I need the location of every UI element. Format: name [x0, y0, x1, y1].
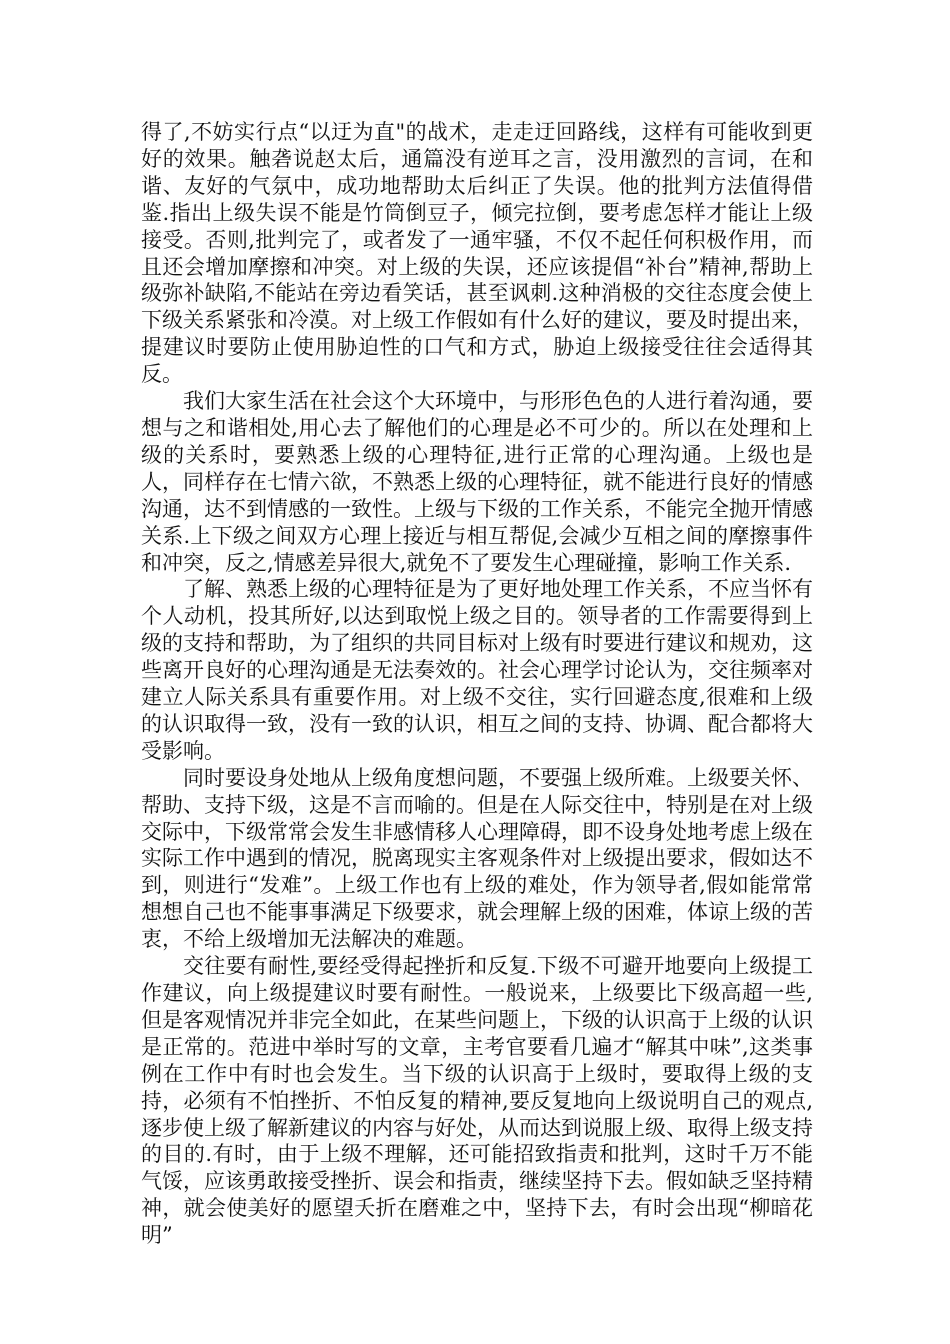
body-text [141, 119, 813, 1249]
paragraph: 交往要有耐性,要经受得起挫折和反复.下级不可避开地要向上级提工作建议，向上级提建议时要有耐性。一般说来，上级要比下级高超一些,但是客观情况并非完全如此，在某些问题上，下级的认识高于上级的认识是正常的。范进中举时写的文章，主考官要看几遍才“解其中味”,这类事例在工作中有时也会发生。当下级的认识高于上级时，要取得上级的支持，必须有不怕挫折、不怕反复的精神,要反复地向上级说明自己的观点,逐步使上级了解新建议的内容与好处，从而达到说服上级、取得上级支持的目的.有时，由于上级不理解，还可能招致指责和批判，这时千万不能气馁，应该勇敢接受挫折、误会和指责，继续坚持下去。假如缺乏坚持精神，就会使美好的愿望夭折在磨难之中，坚持下去，有时会出现“柳暗花明” [141, 954, 813, 1248]
paragraph: 同时要设身处地从上级角度想问题，不要强上级所难。上级要关怀、帮助、支持下级，这是不言而喻的。但是在人际交往中，特别是在对上级交际中，下级常常会发生非感情移人心理障碍，即不设身处地考虑上级在实际工作中遇到的情况，脱离现实主客观条件对上级提出要求，假如达不到，则进行“发难”。上级工作也有上级的难处，作为领导者,假如能常常想想自己也不能事事满足下级要求，就会理解上级的困难，体谅上级的苦衷，不给上级增加无法解决的难题。 [141, 765, 813, 952]
paragraph: 了解、熟悉上级的心理特征是为了更好地处理工作关系，不应当怀有个人动机，投其所好,以达到取悦上级之目的。领导者的工作需要得到上级的支持和帮助，为了组织的共同目标对上级有时要进行建议和规劝，这些离开良好的心理沟通是无法奏效的。社会心理学讨论认为，交往频率对建立人际关系具有重要作用。对上级不交往，实行回避态度,很难和上级的认识取得一致，没有一致的认识，相互之间的支持、协调、配合都将大受影响。 [141, 577, 813, 763]
paragraph: 我们大家生活在社会这个大环境中，与形形色色的人进行着沟通，要想与之和谐相处,用心去了解他们的心理是必不可少的。所以在处理和上级的关系时，要熟悉上级的心理特征,进行正常的心理沟通。上级也是人，同样存在七情六欲，不熟悉上级的心理特征，就不能进行良好的情感沟通，达不到情感的一致性。上级与下级的工作关系，不能完全抛开情感关系.上下级之间双方心理上接近与相互帮促,会减少互相之间的摩擦事件和冲突，反之,情感差异很大,就免不了要发生心理碰撞，影响工作关系. [141, 389, 813, 575]
paragraph-continued: 得了,不妨实行点“以迂为直"的战术，走走迂回路线，这样有可能收到更好的效果。触砻说赵太后，通篇没有逆耳之言，没用激烈的言词，在和谐、友好的气氛中，成功地帮助太后纠正了失误。他的批判方法值得借鉴.指出上级失误不能是竹筒倒豆子，倾完拉倒，要考虑怎样才能让上级接受。否则,批判完了，或者发了一通牢骚，不仅不起任何积极作用，而且还会增加摩擦和冲突。对上级的失误，还应该提倡“补台”精神,帮助上级弥补缺陷,不能站在旁边看笑话，甚至讽刺.这种消极的交往态度会使上下级关系紧张和冷漠。对上级工作假如有什么好的建议，要及时提出来，提建议时要防止使用胁迫性的口气和方式，胁迫上级接受往往会适得其反。 [141, 120, 813, 387]
